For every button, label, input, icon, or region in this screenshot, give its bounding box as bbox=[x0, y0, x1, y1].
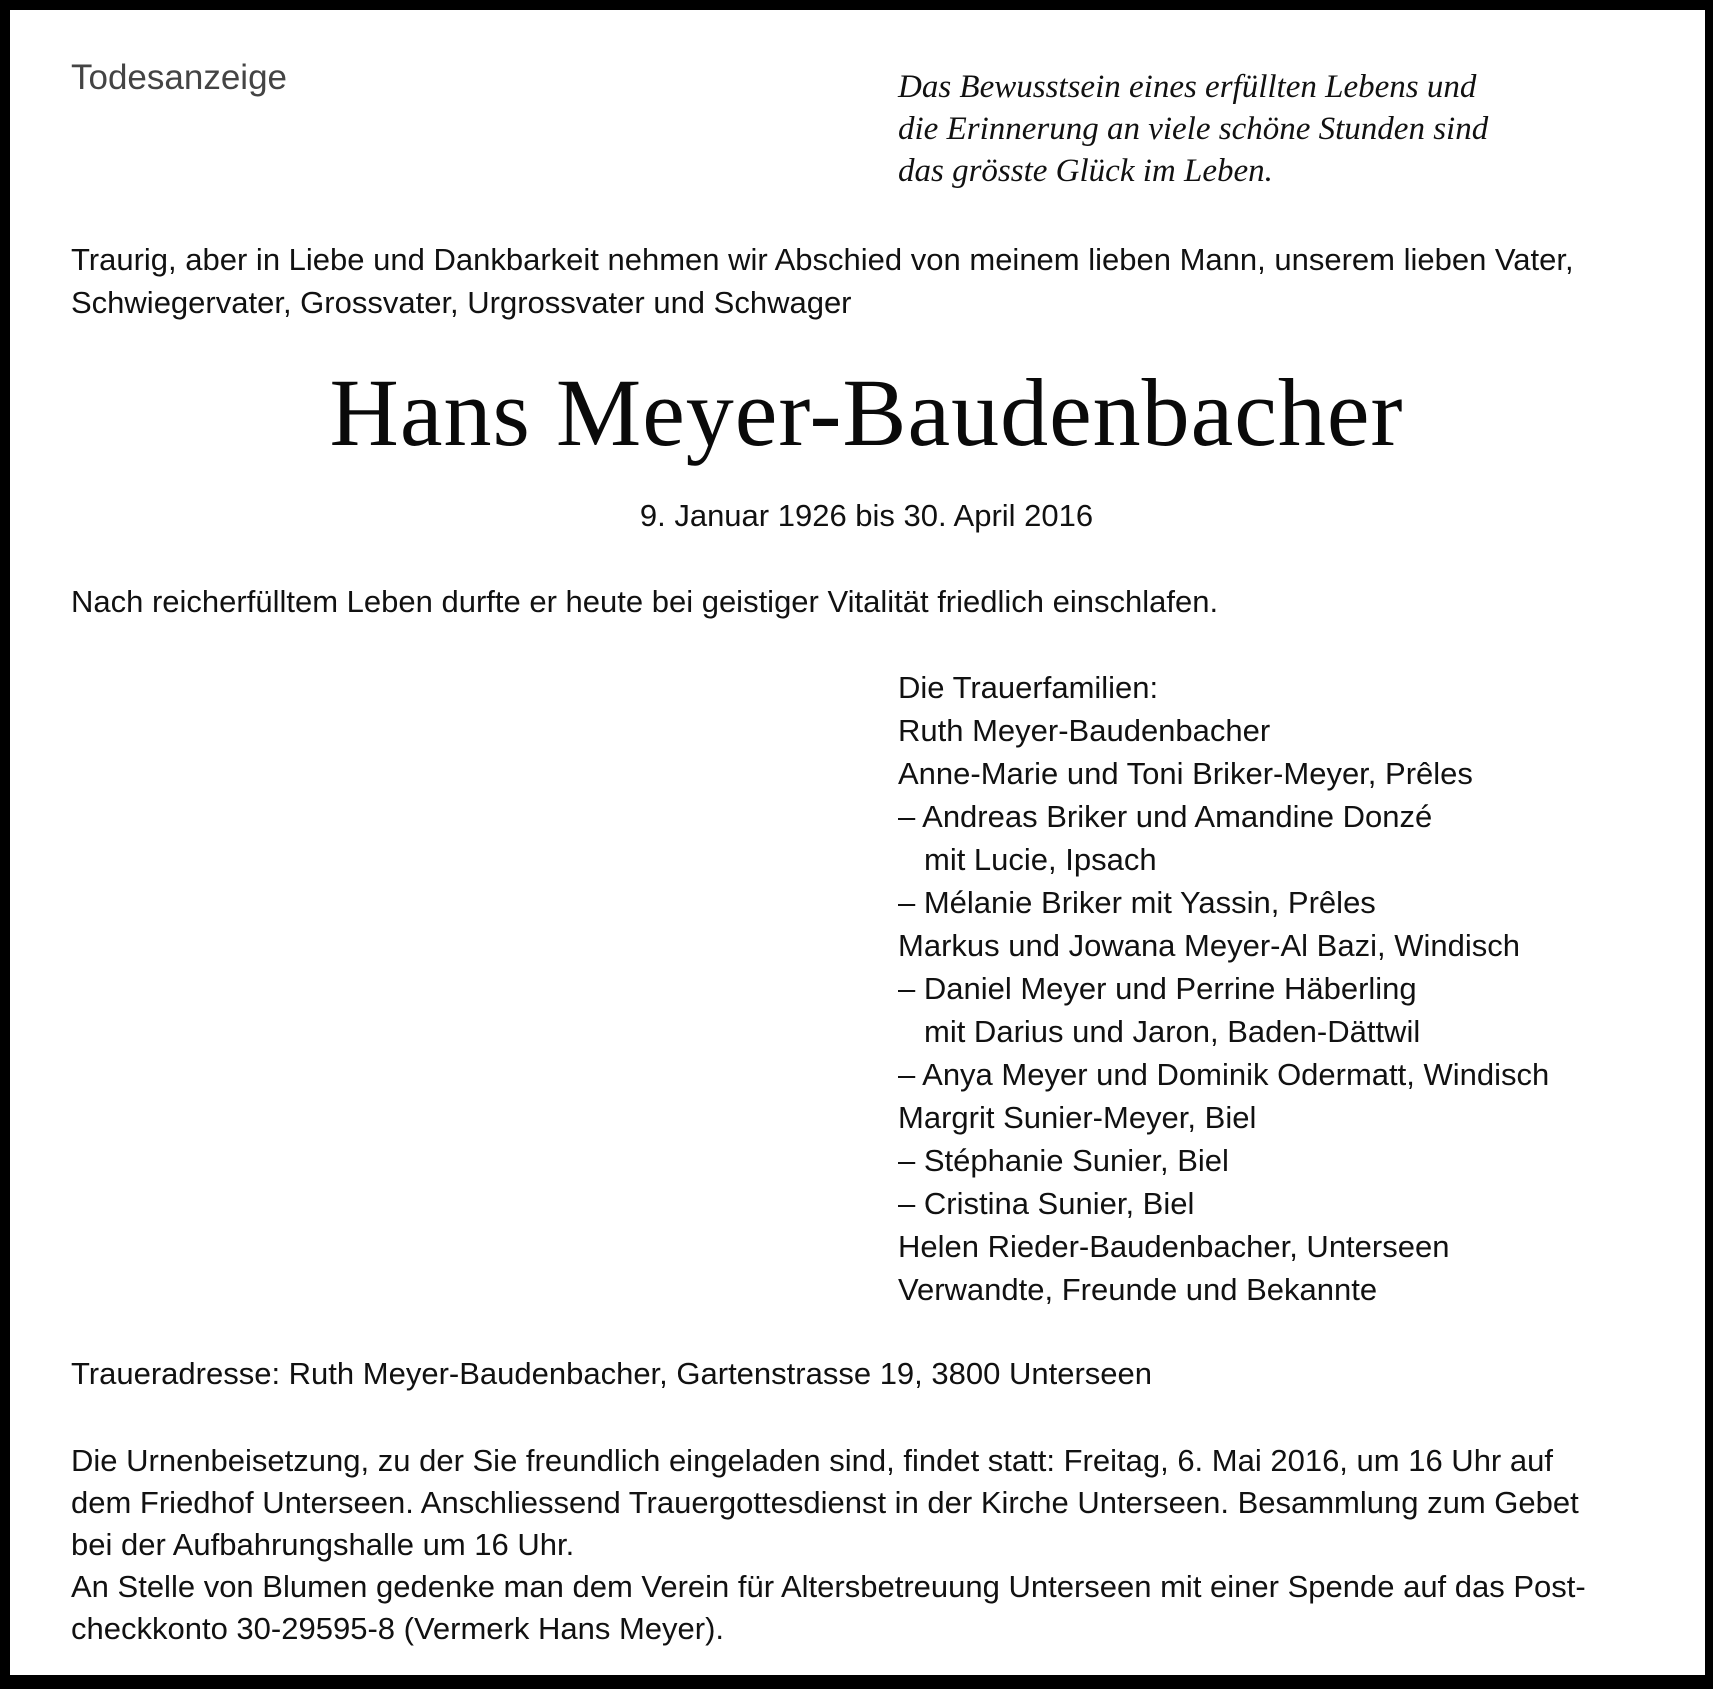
intro-line: Traurig, aber in Liebe und Dankbarkeit nehmen wir Abschied von meinem lieben Mann, unserem lieben Vater, bbox=[71, 242, 1574, 277]
service-line: dem Friedhof Unterseen. Anschliessend Trauergottesdienst in der Kirche Unterseen. Besammlung zum Gebet bbox=[71, 1485, 1579, 1520]
service-line: checkkonto 30-29595-8 (Vermerk Hans Meyer). bbox=[71, 1611, 725, 1646]
family-entry: Anne-Marie und Toni Briker-Meyer, Prêles bbox=[898, 756, 1473, 791]
service-details bbox=[71, 1440, 1671, 1650]
notice-label: Todesanzeige bbox=[71, 58, 287, 97]
mourning-address: Traueradresse: Ruth Meyer-Baudenbacher, Gartenstrasse 19, 3800 Unterseen bbox=[71, 1356, 1153, 1391]
life-dates: 9. Januar 1926 bis 30. April 2016 bbox=[639, 498, 1094, 533]
family-entry: – Anya Meyer und Dominik Odermatt, Windisch bbox=[898, 1057, 1550, 1092]
service-line: An Stelle von Blumen gedenke man dem Verein für Altersbetreuung Unterseen mit einer Spende auf das Post- bbox=[71, 1569, 1586, 1604]
service-line: bei der Aufbahrungshalle um 16 Uhr. bbox=[71, 1527, 575, 1562]
family-entry: mit Darius und Jaron, Baden-Dättwil bbox=[924, 1014, 1421, 1049]
family-entry: Markus und Jowana Meyer-Al Bazi, Windisch bbox=[898, 928, 1520, 963]
intro-line: Schwiegervater, Grossvater, Urgrossvater und Schwager bbox=[71, 285, 852, 320]
family-entry: – Mélanie Briker mit Yassin, Prêles bbox=[898, 885, 1376, 920]
motto-line: die Erinnerung an viele schöne Stunden sind bbox=[898, 111, 1489, 147]
families-heading: Die Trauerfamilien: bbox=[898, 670, 1159, 705]
family-entry: – Andreas Briker und Amandine Donzé bbox=[898, 799, 1433, 834]
deceased-name: Hans Meyer-Baudenbacher bbox=[329, 359, 1404, 466]
family-entry: Ruth Meyer-Baudenbacher bbox=[898, 713, 1271, 748]
family-entry: mit Lucie, Ipsach bbox=[924, 842, 1157, 877]
service-line: Die Urnenbeisetzung, zu der Sie freundlich eingeladen sind, findet statt: Freitag, 6. Mai 2016, um 16 Uhr auf bbox=[71, 1443, 1553, 1478]
family-entry: – Cristina Sunier, Biel bbox=[898, 1186, 1195, 1221]
farewell-sentence: Nach reicherfülltem Leben durfte er heute bei geistiger Vitalität friedlich einschlafen. bbox=[71, 584, 1219, 619]
mourning-families-list bbox=[898, 666, 1688, 1311]
family-entry: Margrit Sunier-Meyer, Biel bbox=[898, 1100, 1257, 1135]
family-entry: – Daniel Meyer und Perrine Häberling bbox=[898, 971, 1417, 1006]
intro-text bbox=[71, 238, 1671, 324]
family-entry: Verwandte, Freunde und Bekannte bbox=[898, 1272, 1378, 1307]
motto-quote bbox=[898, 66, 1658, 192]
family-entry: – Stéphanie Sunier, Biel bbox=[898, 1143, 1229, 1178]
motto-line: das grösste Glück im Leben. bbox=[898, 153, 1273, 189]
family-entry: Helen Rieder-Baudenbacher, Unterseen bbox=[898, 1229, 1450, 1264]
motto-line: Das Bewusstsein eines erfüllten Lebens und bbox=[898, 69, 1477, 105]
